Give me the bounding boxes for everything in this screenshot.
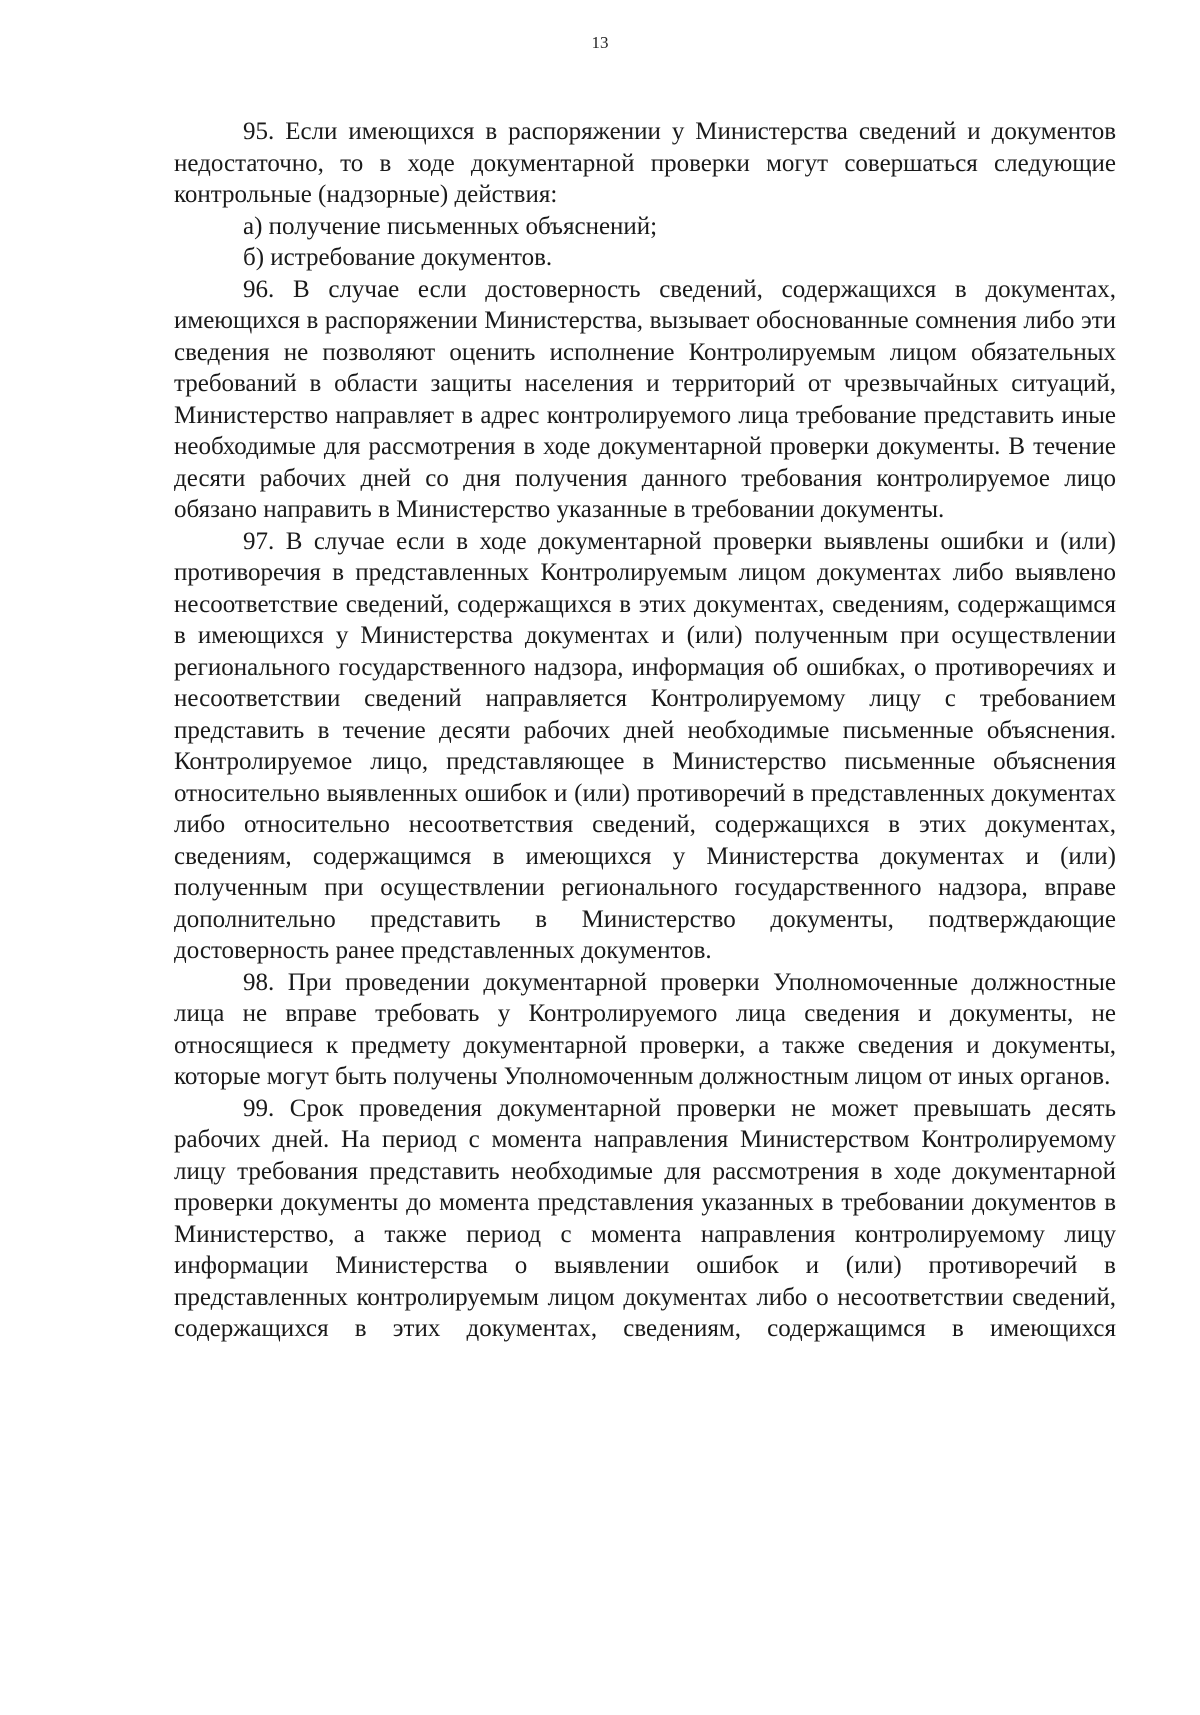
paragraph-95: 95. Если имеющихся в распоряжении у Министерства сведений и документов недостаточно, то в ходе документарной проверки могут совершаться следующие контрольные (надзорные) действия: (174, 118, 1116, 208)
list-item-95-a: а) получение письменных объяснений; (243, 212, 658, 240)
document-body (174, 116, 1116, 1345)
paragraph-97: 97. В случае если в ходе документарной проверки выявлены ошибки и (или) противоречия в представленных Контролируемым лицом документах либо выявлено несоответствие сведений, содержащихся в этих документах, сведениям, содержащимся в имеющихся у Министерства документах и (или) полученным при осуществлении регионального государственного надзора, информация об ошибках, о противоречиях и несоответствии сведений направляется Контролируемому лицу с требованием представить в течение десяти рабочих дней необходимые письменные объяснения. Контролируемое лицо, представляющее в Министерство письменные объяснения относительно выявленных ошибок и (или) противоречий в представленных документах либо относительно несоответствия сведений, содержащихся в этих документах, сведениям, содержащимся в имеющихся у Министерства документах и (или) полученным при осуществлении регионального государственного надзора, вправе дополнительно представить в Министерство документы, подтверждающие достоверность ранее представленных документов. (174, 527, 1116, 964)
paragraph-98: 98. При проведении документарной проверки Уполномоченные должностные лица не вправе требовать у Контролируемого лица сведения и документы, не относящиеся к предмету документарной проверки, а также сведения и документы, которые могут быть получены Уполномоченным должностным лицом от иных органов. (174, 968, 1116, 1090)
page-number: 13 (591, 33, 609, 52)
paragraph-99: 99. Срок проведения документарной проверки не может превышать десять рабочих дней. На период с момента направления Министерством Контролируемому лицу требования представить необходимые для рассмотрения в ходе документарной проверки документы до момента представления указанных в требовании документов в Министерство, а также период с момента направления контролируемому лицу информации Министерства о выявлении ошибок и (или) противоречий в представленных контролируемым лицом документах либо о несоответствии сведений, содержащихся в этих документах, сведениям, содержащимся в имеющихся (174, 1094, 1116, 1342)
list-item-95-b: б) истребование документов. (243, 244, 553, 271)
paragraph-96: 96. В случае если достоверность сведений, содержащихся в документах, имеющихся в распоряжении Министерства, вызывает обоснованные сомнения либо эти сведения не позволяют оценить исполнение Контролируемым лицом обязательных требований в области защиты населения и территорий от чрезвычайных ситуаций, Министерство направляет в адрес контролируемого лица требование представить иные необходимые для рассмотрения в ходе документарной проверки документы. В течение десяти рабочих дней со дня получения данного требования контролируемое лицо обязано направить в Министерство указанные в требовании документы. (174, 275, 1116, 523)
